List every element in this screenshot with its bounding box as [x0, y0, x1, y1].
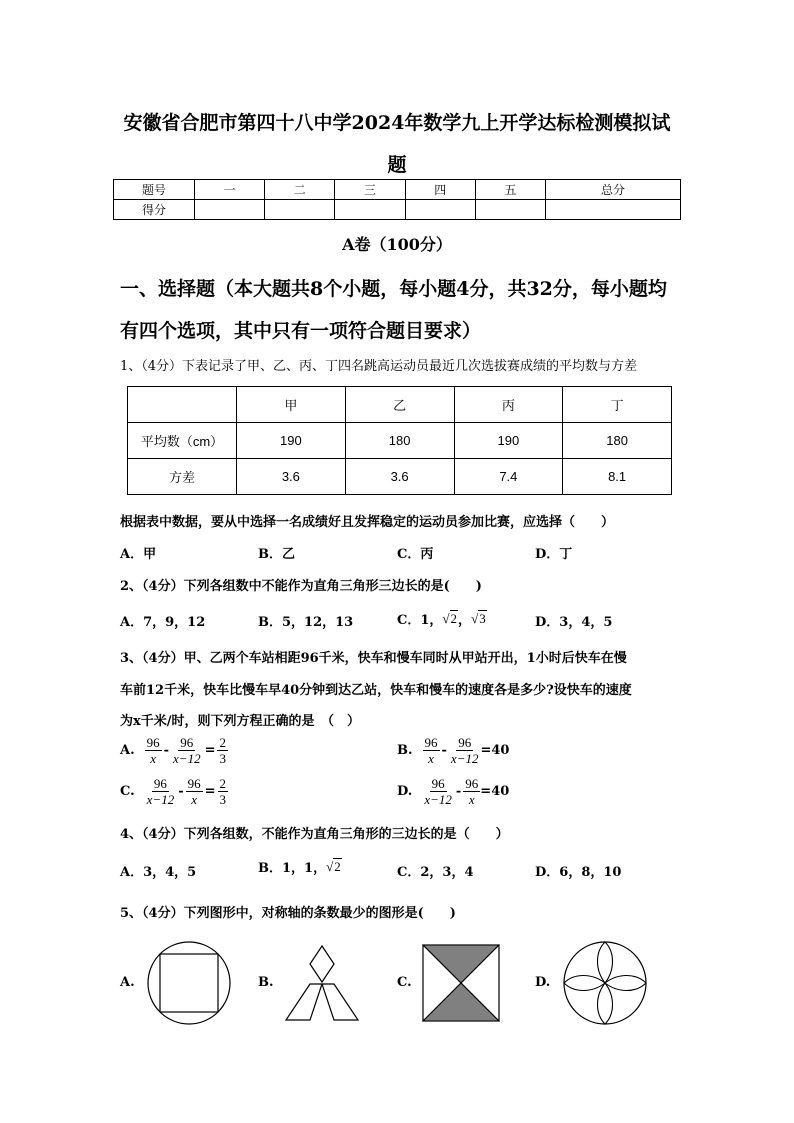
section-heading-cont: 有四个选项，其中只有一项符合题目要求）	[120, 320, 482, 342]
q3-option-d[interactable]	[397, 776, 509, 807]
fraction	[449, 735, 481, 766]
page-title: 安徽省合肥市第四十八中学2024年数学九上开学达标检测模拟试	[123, 112, 671, 134]
q3-label-a: A.	[120, 743, 135, 758]
minus-sign: -	[455, 784, 462, 799]
q3-option-a[interactable]	[120, 735, 228, 766]
denominator: x−12	[424, 792, 452, 807]
sqrt-3: √3	[471, 610, 486, 626]
numerator: 2	[219, 735, 226, 750]
score-input-cell[interactable]	[265, 200, 335, 220]
denominator: x	[468, 792, 475, 807]
sqrt-2-radicand: 2	[334, 858, 341, 874]
score-header-cell: 三	[335, 180, 405, 200]
sqrt-2: √2	[442, 610, 458, 626]
fraction	[422, 776, 454, 807]
q1-row-label: 方差	[128, 459, 237, 495]
numerator: 96	[153, 776, 167, 791]
fraction	[463, 776, 480, 807]
fraction	[423, 735, 440, 766]
q2-option-d[interactable]: D．3，4，5	[535, 615, 613, 630]
q4-option-c[interactable]: C．2，3，4	[397, 865, 474, 880]
q1-table-cell: 3.6	[237, 459, 346, 495]
score-header-cell: 一	[195, 180, 265, 200]
q3-line3: 为x千米/时，则下列方程正确的是 （ ）	[120, 714, 360, 729]
q3-line1: 3、（4分）甲、乙两个车站相距96千米，快车和慢车同时从甲站开出，1小时后快车在慢	[120, 651, 627, 666]
equals-sign: =	[204, 784, 216, 799]
numerator: 96	[146, 735, 160, 750]
comma: ，	[458, 613, 472, 628]
three-diamond-figure	[284, 944, 360, 1024]
sqrt-3-radicand: 3	[479, 610, 486, 626]
q2-stem: 2、（4分）下列各组数中不能作为直角三角形三边长的是( )	[120, 579, 482, 594]
page-title-cont: 题	[387, 154, 407, 176]
numerator: 96	[458, 735, 472, 750]
minus-sign: -	[178, 784, 184, 799]
denominator: x	[428, 751, 434, 766]
q5-label-c[interactable]: C.	[397, 975, 412, 990]
score-input-cell[interactable]	[335, 200, 405, 220]
q1-table-header: 甲	[237, 387, 346, 423]
fraction	[218, 776, 229, 807]
q4-option-a[interactable]: A．3，4，5	[120, 865, 197, 880]
q5-label-d[interactable]: D.	[535, 975, 551, 990]
q1-table-cell: 190	[237, 423, 346, 459]
fraction	[145, 776, 177, 807]
fraction	[186, 776, 203, 807]
paper-a-heading: A卷（100分）	[342, 235, 452, 254]
score-row-label: 得分	[114, 200, 195, 220]
score-header-cell: 总分	[546, 180, 681, 200]
denominator: x−12	[450, 751, 479, 766]
numerator: 96	[187, 776, 201, 791]
fraction	[145, 735, 162, 766]
q3-label-d: D.	[397, 784, 413, 799]
q1-table-header	[128, 387, 237, 423]
hourglass-square-figure	[422, 944, 500, 1022]
q2-option-a[interactable]: A．7，9，12	[120, 615, 206, 630]
q5-label-b[interactable]: B.	[258, 975, 274, 990]
equals-sign: =	[204, 743, 216, 758]
section-heading: 一、选择题（本大题共8个小题，每小题4分，共32分，每小题均	[120, 278, 667, 300]
numerator: 96	[431, 776, 445, 791]
denominator: x−12	[146, 792, 175, 807]
score-header-cell: 四	[405, 180, 475, 200]
q1-option-b[interactable]: B．乙	[258, 547, 295, 562]
denominator: 3	[219, 792, 227, 807]
q4-option-b[interactable]	[258, 857, 342, 876]
minus-sign: -	[163, 743, 170, 758]
score-input-cell[interactable]	[195, 200, 265, 220]
q3-option-b[interactable]	[397, 735, 509, 766]
q1-table-cell: 180	[345, 423, 454, 459]
q4-option-d[interactable]: D．6，8，10	[535, 865, 622, 880]
equals-40: =40	[480, 784, 510, 799]
denominator: x	[150, 751, 157, 766]
equals-40: =40	[480, 743, 510, 758]
numerator: 96	[424, 735, 438, 750]
q3-label-c: C.	[120, 784, 135, 799]
numerator: 96	[180, 735, 194, 750]
numerator: 96	[465, 776, 479, 791]
q1-option-c[interactable]: C．丙	[397, 547, 434, 562]
fraction	[217, 735, 228, 766]
q1-table-cell: 3.6	[345, 459, 454, 495]
score-input-cell[interactable]	[405, 200, 475, 220]
denominator: x−12	[173, 751, 201, 766]
q1-ask: 根据表中数据，要从中选择一名成绩好且发挥稳定的运动员参加比赛，应选择（ ）	[120, 515, 615, 530]
score-table	[113, 179, 681, 220]
denominator: 3	[219, 751, 226, 766]
q1-row-label: 平均数（cm）	[128, 423, 237, 459]
sqrt-2: √2	[326, 858, 341, 874]
q2-option-b[interactable]: B．5，12，13	[258, 615, 354, 630]
q2-option-c-prefix: C．1，	[397, 613, 443, 628]
score-header-cell: 二	[265, 180, 335, 200]
q1-option-a[interactable]: A．甲	[120, 547, 157, 562]
numerator: 2	[219, 776, 227, 791]
q1-stem: 1、（4分）下表记录了甲、乙、丙、丁四名跳高运动员最近几次选拔赛成绩的平均数与方差	[120, 359, 638, 374]
q5-label-a[interactable]: A.	[120, 975, 135, 990]
score-input-cell[interactable]	[475, 200, 545, 220]
q1-table-cell: 8.1	[563, 459, 672, 495]
q4-stem: 4、（4分）下列各组数，不能作为直角三角形的三边长的是（ ）	[120, 827, 509, 842]
fraction	[171, 735, 203, 766]
q3-label-b: B.	[397, 743, 413, 758]
q1-option-d[interactable]: D．丁	[535, 547, 573, 562]
q3-line2: 车前12千米，快车比慢车早40分钟到达乙站，快车和慢车的速度各是多少?设快车的速度	[120, 683, 632, 698]
score-input-cell[interactable]	[546, 200, 681, 220]
q1-table-header: 丁	[563, 387, 672, 423]
q1-data-table	[127, 386, 672, 495]
q1-table-cell: 7.4	[454, 459, 563, 495]
sqrt-2-radicand: 2	[450, 610, 458, 626]
four-petal-circle-figure	[562, 940, 648, 1026]
q1-table-cell: 190	[454, 423, 563, 459]
denominator: x	[191, 792, 197, 807]
q1-table-header: 乙	[345, 387, 454, 423]
q3-option-c[interactable]	[120, 776, 228, 807]
q4-option-b-prefix: B．1，1，	[258, 861, 327, 876]
score-header-cell: 题号	[114, 180, 195, 200]
circle-with-square-figure	[146, 940, 232, 1026]
q2-option-c[interactable]	[397, 609, 487, 628]
minus-sign: -	[441, 743, 447, 758]
score-header-cell: 五	[475, 180, 545, 200]
q1-table-cell: 180	[563, 423, 672, 459]
q1-table-header: 丙	[454, 387, 563, 423]
q5-stem: 5、（4分）下列图形中，对称轴的条数最少的图形是( )	[120, 906, 456, 921]
